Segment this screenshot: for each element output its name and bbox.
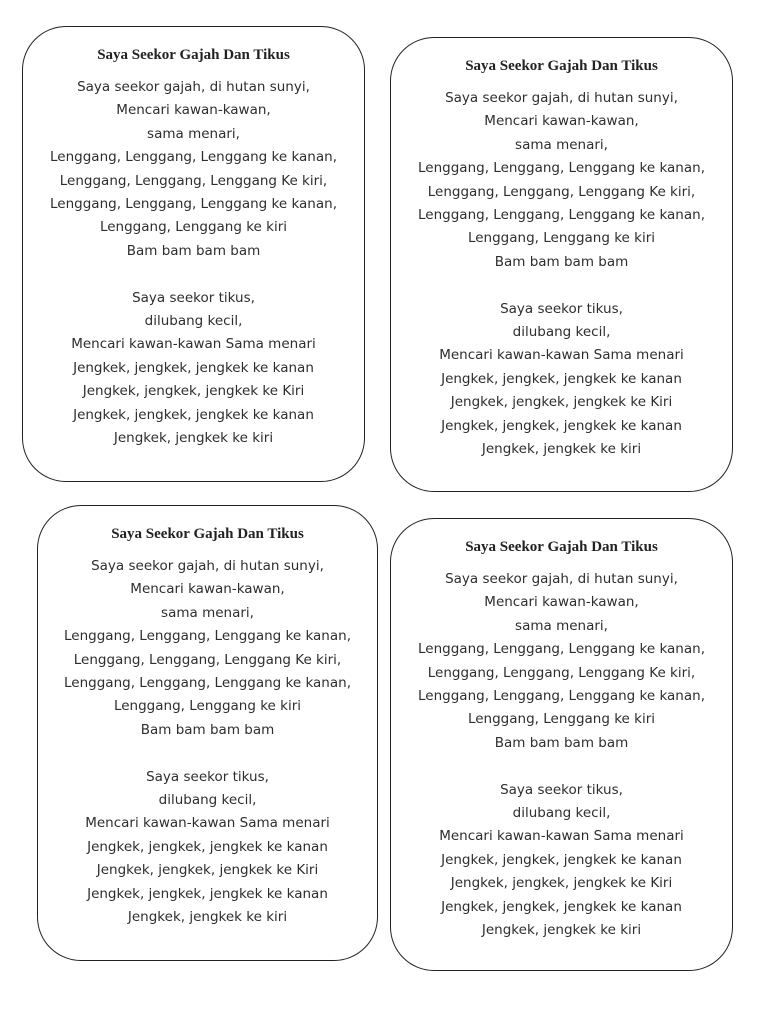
lyric-line: Saya seekor gajah, di hutan sunyi, bbox=[77, 79, 310, 95]
lyric-line: Jengkek, jengkek ke kiri bbox=[113, 430, 274, 447]
lyric-line: dilubang kecil, bbox=[512, 805, 611, 822]
card-title: Saya Seekor Gajah Dan Tikus bbox=[97, 47, 290, 63]
lyric-line: Jengkek, jengkek ke kiri bbox=[127, 909, 288, 926]
lyric-line: Bam bam bam bam bbox=[140, 721, 275, 738]
lyric-line: Lenggang, Lenggang ke kiri bbox=[99, 219, 288, 236]
lyric-line: Saya seekor tikus, bbox=[132, 289, 255, 306]
lyrics-block bbox=[391, 87, 732, 465]
card-title: Saya Seekor Gajah Dan Tikus bbox=[465, 539, 658, 555]
lyric-card-3 bbox=[37, 505, 378, 961]
lyric-line: Jengkek, jengkek, jengkek ke Kiri bbox=[450, 875, 673, 892]
lyric-line: Lenggang, Lenggang, Lenggang Ke kiri, bbox=[73, 651, 342, 668]
lyric-line: Saya seekor gajah, di hutan sunyi, bbox=[91, 558, 324, 574]
lyric-line: sama menari, bbox=[515, 617, 608, 634]
lyric-line: Lenggang, Lenggang, Lenggang ke kanan, bbox=[64, 675, 351, 692]
lyric-line: Lenggang, Lenggang ke kiri bbox=[467, 230, 656, 247]
lyric-line: Jengkek, jengkek, jengkek ke kanan bbox=[441, 417, 682, 434]
lyric-line: Jengkek, jengkek, jengkek ke kanan bbox=[87, 838, 328, 855]
lyric-line: Jengkek, jengkek, jengkek ke kanan bbox=[441, 851, 682, 868]
lyric-line: Mencari kawan-kawan, bbox=[130, 581, 285, 598]
stanza-gap bbox=[391, 274, 732, 297]
lyric-line: Lenggang, Lenggang ke kiri bbox=[113, 698, 302, 715]
lyric-line: Lenggang, Lenggang ke kiri bbox=[467, 711, 656, 728]
lyric-line: Jengkek, jengkek, jengkek ke kanan bbox=[441, 898, 682, 915]
lyric-line: Mencari kawan-kawan Sama menari bbox=[85, 815, 330, 832]
lyric-line: Mencari kawan-kawan, bbox=[484, 113, 639, 130]
lyric-line: Mencari kawan-kawan Sama menari bbox=[439, 347, 684, 364]
lyric-line: Jengkek, jengkek, jengkek ke kanan bbox=[441, 370, 682, 387]
lyric-line: Lenggang, Lenggang, Lenggang Ke kiri, bbox=[427, 183, 696, 200]
lyric-card-4 bbox=[390, 518, 733, 971]
lyric-line: dilubang kecil, bbox=[512, 324, 611, 341]
lyric-line: sama menari, bbox=[515, 136, 608, 153]
lyric-line: Jengkek, jengkek, jengkek ke kanan bbox=[73, 406, 314, 423]
lyric-line: Lenggang, Lenggang, Lenggang Ke kiri, bbox=[59, 172, 328, 189]
card-title: Saya Seekor Gajah Dan Tikus bbox=[465, 58, 658, 74]
lyric-line: dilubang kecil, bbox=[144, 313, 243, 330]
lyric-line: Jengkek, jengkek, jengkek ke Kiri bbox=[450, 394, 673, 411]
lyric-line: sama menari, bbox=[161, 604, 254, 621]
lyric-line: Jengkek, jengkek ke kiri bbox=[481, 441, 642, 458]
lyric-line: Mencari kawan-kawan, bbox=[116, 102, 271, 119]
lyric-card-2 bbox=[390, 37, 733, 492]
lyric-line: Jengkek, jengkek, jengkek ke kanan bbox=[73, 359, 314, 376]
lyric-line: Lenggang, Lenggang, Lenggang Ke kiri, bbox=[427, 664, 696, 681]
lyric-line: Jengkek, jengkek, jengkek ke Kiri bbox=[82, 383, 305, 400]
lyric-line: Mencari kawan-kawan Sama menari bbox=[71, 336, 316, 353]
lyric-line: Lenggang, Lenggang, Lenggang ke kanan, bbox=[64, 628, 351, 645]
lyric-line: Bam bam bam bam bbox=[126, 242, 261, 259]
lyric-line: Bam bam bam bam bbox=[494, 734, 629, 751]
lyrics-block bbox=[38, 555, 377, 933]
lyrics-block bbox=[391, 568, 732, 946]
lyric-line: Saya seekor gajah, di hutan sunyi, bbox=[445, 571, 678, 587]
lyric-line: Saya seekor tikus, bbox=[500, 300, 623, 317]
lyric-line: Lenggang, Lenggang, Lenggang ke kanan, bbox=[418, 641, 705, 658]
lyric-line: Saya seekor tikus, bbox=[500, 781, 623, 798]
lyric-line: Jengkek, jengkek, jengkek ke kanan bbox=[87, 885, 328, 902]
lyric-line: Mencari kawan-kawan Sama menari bbox=[439, 828, 684, 845]
lyric-line: Jengkek, jengkek, jengkek ke Kiri bbox=[96, 862, 319, 879]
lyric-line: Lenggang, Lenggang, Lenggang ke kanan, bbox=[50, 196, 337, 213]
lyric-line: Bam bam bam bam bbox=[494, 253, 629, 270]
lyrics-block bbox=[23, 76, 364, 454]
lyric-line: Saya seekor tikus, bbox=[146, 768, 269, 785]
card-title: Saya Seekor Gajah Dan Tikus bbox=[111, 526, 304, 542]
lyric-line: Lenggang, Lenggang, Lenggang ke kanan, bbox=[418, 688, 705, 705]
lyric-card-1 bbox=[22, 26, 365, 482]
lyric-line: Mencari kawan-kawan, bbox=[484, 594, 639, 611]
lyric-line: Jengkek, jengkek ke kiri bbox=[481, 922, 642, 939]
stanza-gap bbox=[38, 742, 377, 765]
lyric-line: Lenggang, Lenggang, Lenggang ke kanan, bbox=[50, 149, 337, 166]
stanza-gap bbox=[23, 263, 364, 286]
lyric-line: Saya seekor gajah, di hutan sunyi, bbox=[445, 90, 678, 106]
lyric-line: sama menari, bbox=[147, 125, 240, 142]
lyric-line: dilubang kecil, bbox=[158, 792, 257, 809]
stanza-gap bbox=[391, 755, 732, 778]
lyric-line: Lenggang, Lenggang, Lenggang ke kanan, bbox=[418, 160, 705, 177]
lyric-line: Lenggang, Lenggang, Lenggang ke kanan, bbox=[418, 207, 705, 224]
